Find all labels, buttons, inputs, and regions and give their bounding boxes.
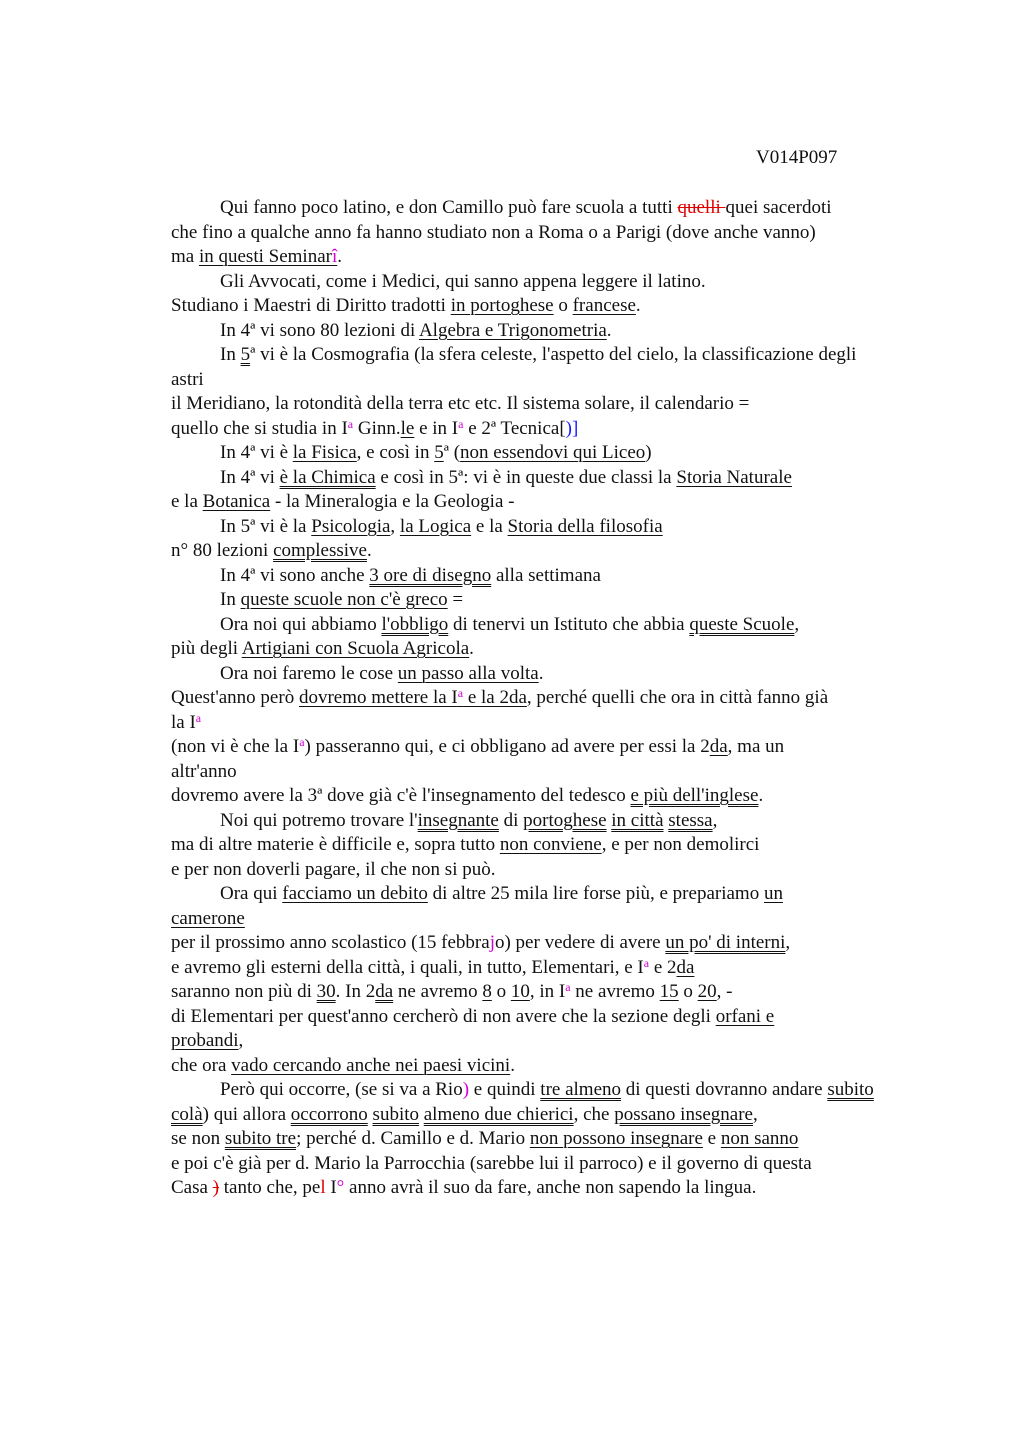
text-line: saranno non più di 30. In 2da ne avremo 8 o 10, in $I^a$ ne avremo 15 o 20, - <box>171 980 733 1002</box>
text-line: Gli Avvocati, come i Medici, qui sanno appena leggere il latino. <box>220 270 706 292</box>
text-line: n° 80 lezioni complessive. <box>171 540 372 561</box>
text-line: Casa ) tanto che, pel I° anno avrà il suo da fare, anche non sapendo la lingua. <box>171 1177 757 1198</box>
text-line: ma di altre materie è difficile e, sopra tutto non conviene, e per non demolirci <box>171 834 760 855</box>
text-line: astri <box>171 368 204 390</box>
text-line: Ora noi qui abbiamo l'obbligo di tenervi un Istituto che abbia queste Scuole, <box>220 613 800 635</box>
page-id: V014P097 <box>756 147 838 168</box>
text-line: e avremo gli esterni della città, i quali, in tutto, Elementari, e $I^a$ e 2da <box>171 955 695 978</box>
text-line: ma in questi Seminarî. <box>171 246 342 267</box>
text-line: dovremo avere la 3ª dove già c'è l'insegnamento del tedesco e più dell'inglese. <box>171 785 764 806</box>
text-line: In 5ª vi è la Cosmografia (la sfera celeste, l'aspetto del cielo, la classificazione degli <box>220 344 857 365</box>
text-line: e per non doverli pagare, il che non si può. <box>171 858 496 880</box>
text-line: quello che si studia in $I^a$ Ginn.le e in $I^a$ e 2ª Tecnica[)] <box>171 416 579 439</box>
text-line: Però qui occorre, (se si va a Rio) e quindi tre almeno di questi dovranno andare subito <box>220 1079 874 1100</box>
text-line: che fino a qualche anno fa hanno studiato non a Roma o a Parigi (dove anche vanno) <box>171 221 816 243</box>
text-line: per il prossimo anno scolastico (15 febbrajo) per vedere di avere un po' di interni, <box>171 932 791 953</box>
text-line: In 5ª vi è la Psicologia, la Logica e la Storia della filosofia <box>220 515 663 537</box>
text-line: di Elementari per quest'anno cercherò di non avere che la sezione degli orfani e <box>171 1005 775 1027</box>
text-line: In 4ª vi è la Chimica e così in 5ª: vi è in queste due classi la Storia Naturale <box>220 466 792 488</box>
text-line: Studiano i Maestri di Diritto tradotti in portoghese o francese. <box>171 295 641 316</box>
letter-body <box>171 196 951 1201</box>
text-line: In 4ª vi sono anche 3 ore di disegno alla settimana <box>220 564 601 586</box>
text-line: il Meridiano, la rotondità della terra etc etc. Il sistema solare, il calendario = <box>171 393 750 414</box>
text-line: e poi c'è già per d. Mario la Parrocchia (sarebbe lui il parroco) e il governo di questa <box>171 1152 812 1174</box>
text-line: altr'anno <box>171 760 237 782</box>
text-line: In queste scuole non c'è greco = <box>220 589 464 610</box>
text-line: e la Botanica - la Mineralogia e la Geologia - <box>171 491 515 512</box>
text-line: Ora noi faremo le cose un passo alla volta. <box>220 662 544 684</box>
text-line: Noi qui potremo trovare l'insegnante di portoghese in città stessa, <box>220 809 718 831</box>
text-line: Quest'anno però dovremo mettere la $I^a$ e la 2da, perché quelli che ora in città fanno già <box>171 686 829 708</box>
text-line: camerone <box>171 907 245 929</box>
text-line: In 4ª vi sono 80 lezioni di Algebra e Trigonometria. <box>220 319 612 341</box>
text-line: la $I^a$ <box>171 710 202 733</box>
text-line: che ora vado cercando anche nei paesi vicini. <box>171 1054 515 1076</box>
text-line: Ora qui facciamo un debito di altre 25 mila lire forse più, e prepariamo un <box>220 883 783 904</box>
text-line: più degli Artigiani con Scuola Agricola. <box>171 638 474 659</box>
text-line: colà) qui allora occorrono subito almeno due chierici, che possano insegnare, <box>171 1103 758 1125</box>
text-line: (non vi è che la $I^a$) passeranno qui, e ci obbligano ad avere per essi la 2da, ma un <box>171 735 785 757</box>
text-line: Qui fanno poco latino, e don Camillo può fare scuola a tutti quelli quei sacerdoti <box>220 197 832 218</box>
text-line: se non subito tre; perché d. Camillo e d. Mario non possono insegnare e non sanno <box>171 1128 799 1149</box>
text-line: In 4ª vi è la Fisica, e così in 5ª (non essendovi qui Liceo) <box>220 442 652 463</box>
text-line: probandi, <box>171 1030 244 1051</box>
